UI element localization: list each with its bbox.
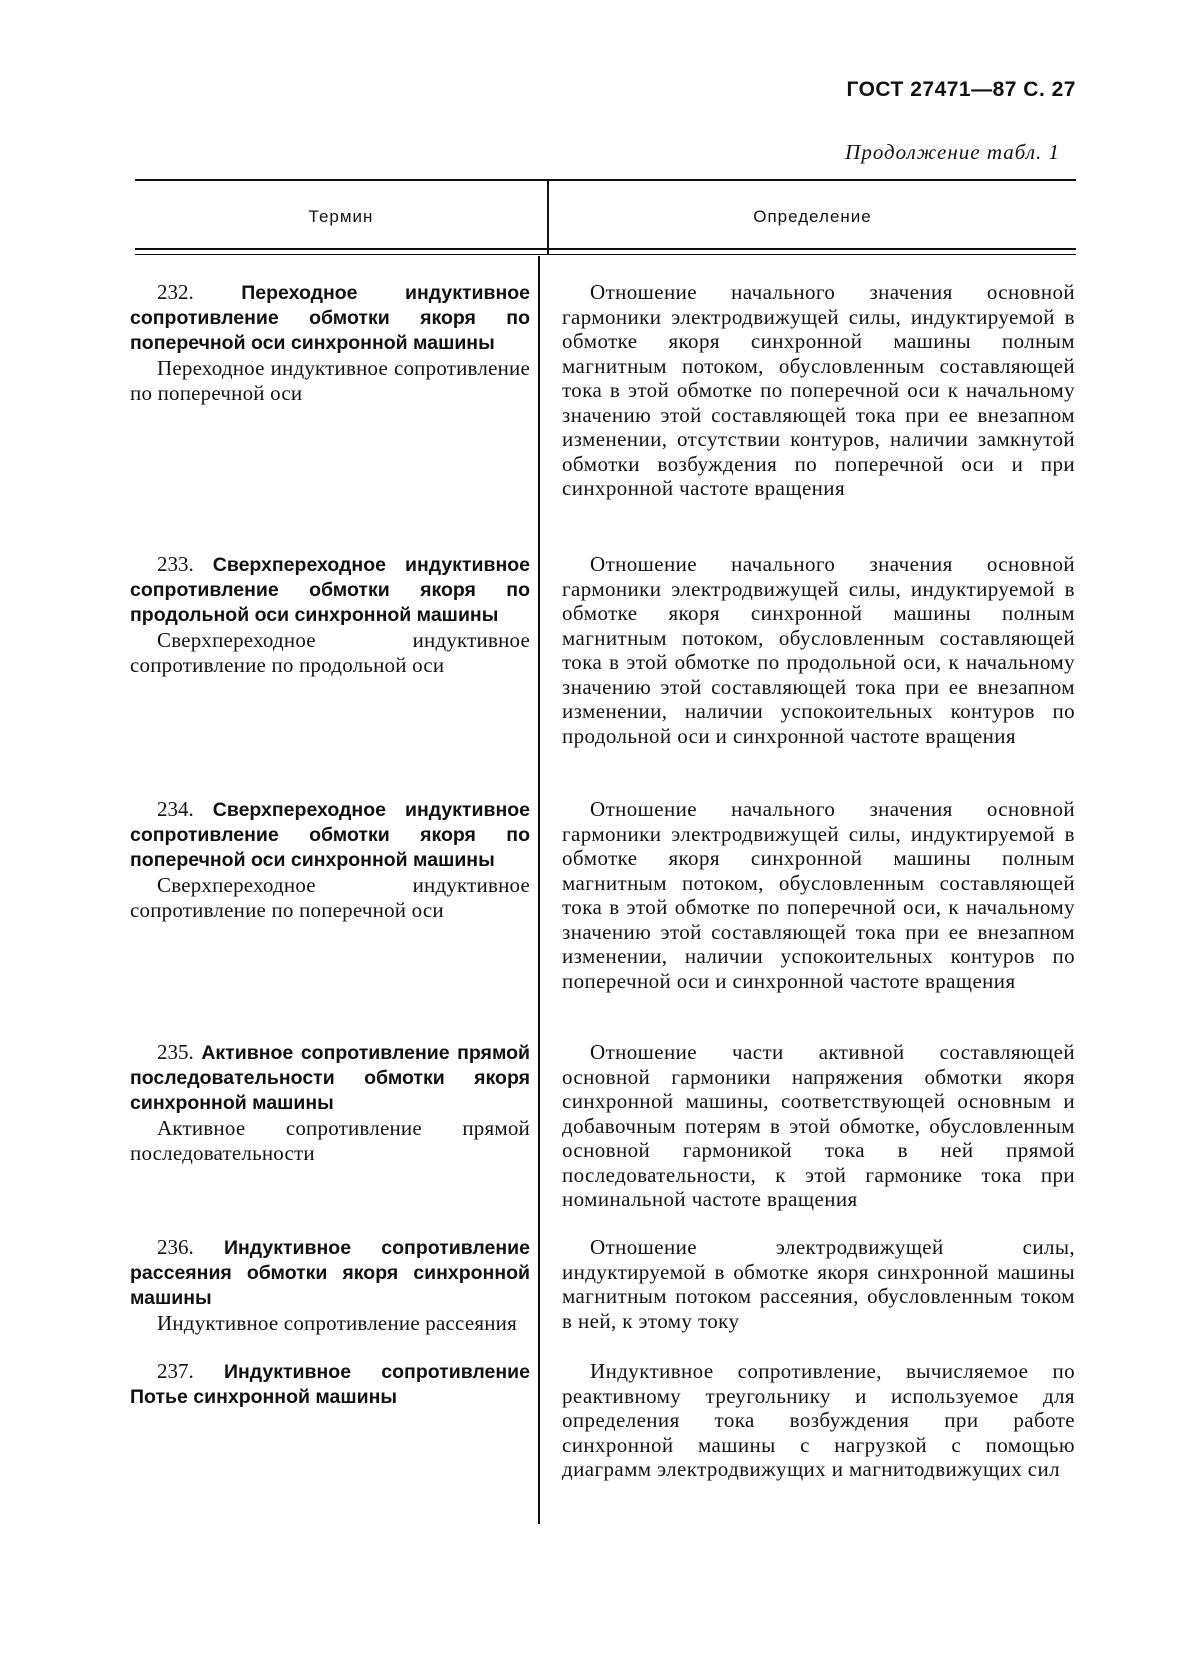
term-name: Активное сопротивление прямой последовательности обмотки якоря синхронной машины: [130, 1042, 531, 1114]
definition-cell-235: Отношение части активной составляющей основной гармоники напряжения обмотки якоря синхронной машины, соответствующей основным и добавочным потерям в этой обмотке, обусловленным основной гармоникой тока в ней прямой последовательности, к этой гармонике тока при номинальной частоте вращения: [562, 1040, 1075, 1211]
term-number: 237.: [157, 1359, 194, 1383]
definition-cell-234: Отношение начального значения основной гармоники электродвижущей силы, индуктируемой в обмотке якоря синхронной машины полным магнитным потоком, обусловленным составляющей тока в этой обмотке по поперечной оси, к начальному значению этой составляющей тока при ее внезапном изменении, наличии успокоительных контуров по поперечной оси и синхронной частоте вращения: [562, 797, 1075, 993]
term-cell-234: [130, 797, 530, 923]
table-continuation-label: Продолжение табл. 1: [845, 140, 1060, 164]
term-name: Индуктивное сопротивление Потье синхронной машины: [130, 1361, 531, 1408]
term-short-form: Переходное индуктивное сопротивление по поперечной оси: [130, 356, 530, 405]
definition-cell-232: Отношение начального значения основной гармоники электродвижущей силы, индуктируемой в обмотке якоря синхронной машины полным магнитным потоком, обусловленным составляющей тока в этой обмотке по поперечной оси к начальному значению этой составляющей тока при ее внезапном изменении, отсутствии контуров, наличии замкнутой обмотки возбуждения по поперечной оси и при синхронной частоте вращения: [562, 280, 1075, 500]
term-short-form: Активное сопротивление прямой последовательности: [130, 1116, 530, 1165]
term-name: Сверхпереходное индуктивное сопротивление обмотки якоря по продольной оси синхронной машины: [130, 554, 530, 626]
term-cell-232: [130, 280, 530, 406]
term-title: [130, 1235, 530, 1311]
term-short-form: Сверхпереходное индуктивное сопротивление по продольной оси: [130, 628, 530, 677]
header-bottom-rule-double: [135, 254, 1076, 255]
term-cell-236: [130, 1235, 530, 1336]
term-title: [130, 797, 530, 873]
term-title: [130, 280, 530, 356]
definition-cell-233: Отношение начального значения основной гармоники электродвижущей силы, индуктируемой в обмотке якоря синхронной машины полным магнитным потоком, обусловленным составляющей тока в этой обмотке по продольной оси, к начальному значению этой составляющей тока при ее внезапном изменении, наличии успокоительных контуров по продольной оси и синхронной частоте вращения: [562, 552, 1075, 748]
term-number: 235.: [157, 1040, 194, 1064]
term-title: [130, 1040, 530, 1116]
term-number: 236.: [157, 1235, 194, 1259]
term-short-form: Индуктивное сопротивление рассеяния: [157, 1311, 517, 1335]
term-short-form: Сверхпереходное индуктивное сопротивление по поперечной оси: [130, 873, 530, 922]
table-top-rule: [135, 179, 1076, 181]
term-title: [130, 552, 530, 628]
term-number: 234.: [157, 797, 194, 821]
column-header-definition: Определение: [753, 207, 872, 226]
definition-cell-236: Отношение электродвижущей силы, индуктируемой в обмотке якоря синхронной машины магнитным потоком рассеяния, обусловленным током в ней, к этому току: [562, 1235, 1075, 1333]
page-header: ГОСТ 27471—87 С. 27: [846, 78, 1076, 101]
term-title: [130, 1359, 530, 1410]
term-cell-235: [130, 1040, 530, 1166]
column-header-term: Термин: [308, 207, 374, 226]
term-cell-233: [130, 552, 530, 678]
term-number: 232.: [157, 280, 194, 304]
definition-cell-237: Индуктивное сопротивление, вычисляемое по реактивному треугольнику и используемое для определения тока возбуждения при работе синхронной машины с нагрузкой с помощью диаграмм электродвижущих и магнитодвижущих сил: [562, 1359, 1075, 1481]
header-bottom-rule: [135, 248, 1076, 250]
term-number: 233.: [157, 552, 194, 576]
term-name: Переходное индуктивное сопротивление обмотки якоря по поперечной оси синхронной машины: [130, 282, 531, 354]
body-column-divider: [538, 256, 540, 1524]
term-cell-237: [130, 1359, 530, 1410]
term-name: Сверхпереходное индуктивное сопротивление обмотки якоря по поперечной оси синхронной машины: [130, 799, 530, 871]
term-name: Индуктивное сопротивление рассеяния обмотки якоря синхронной машины: [130, 1237, 531, 1309]
